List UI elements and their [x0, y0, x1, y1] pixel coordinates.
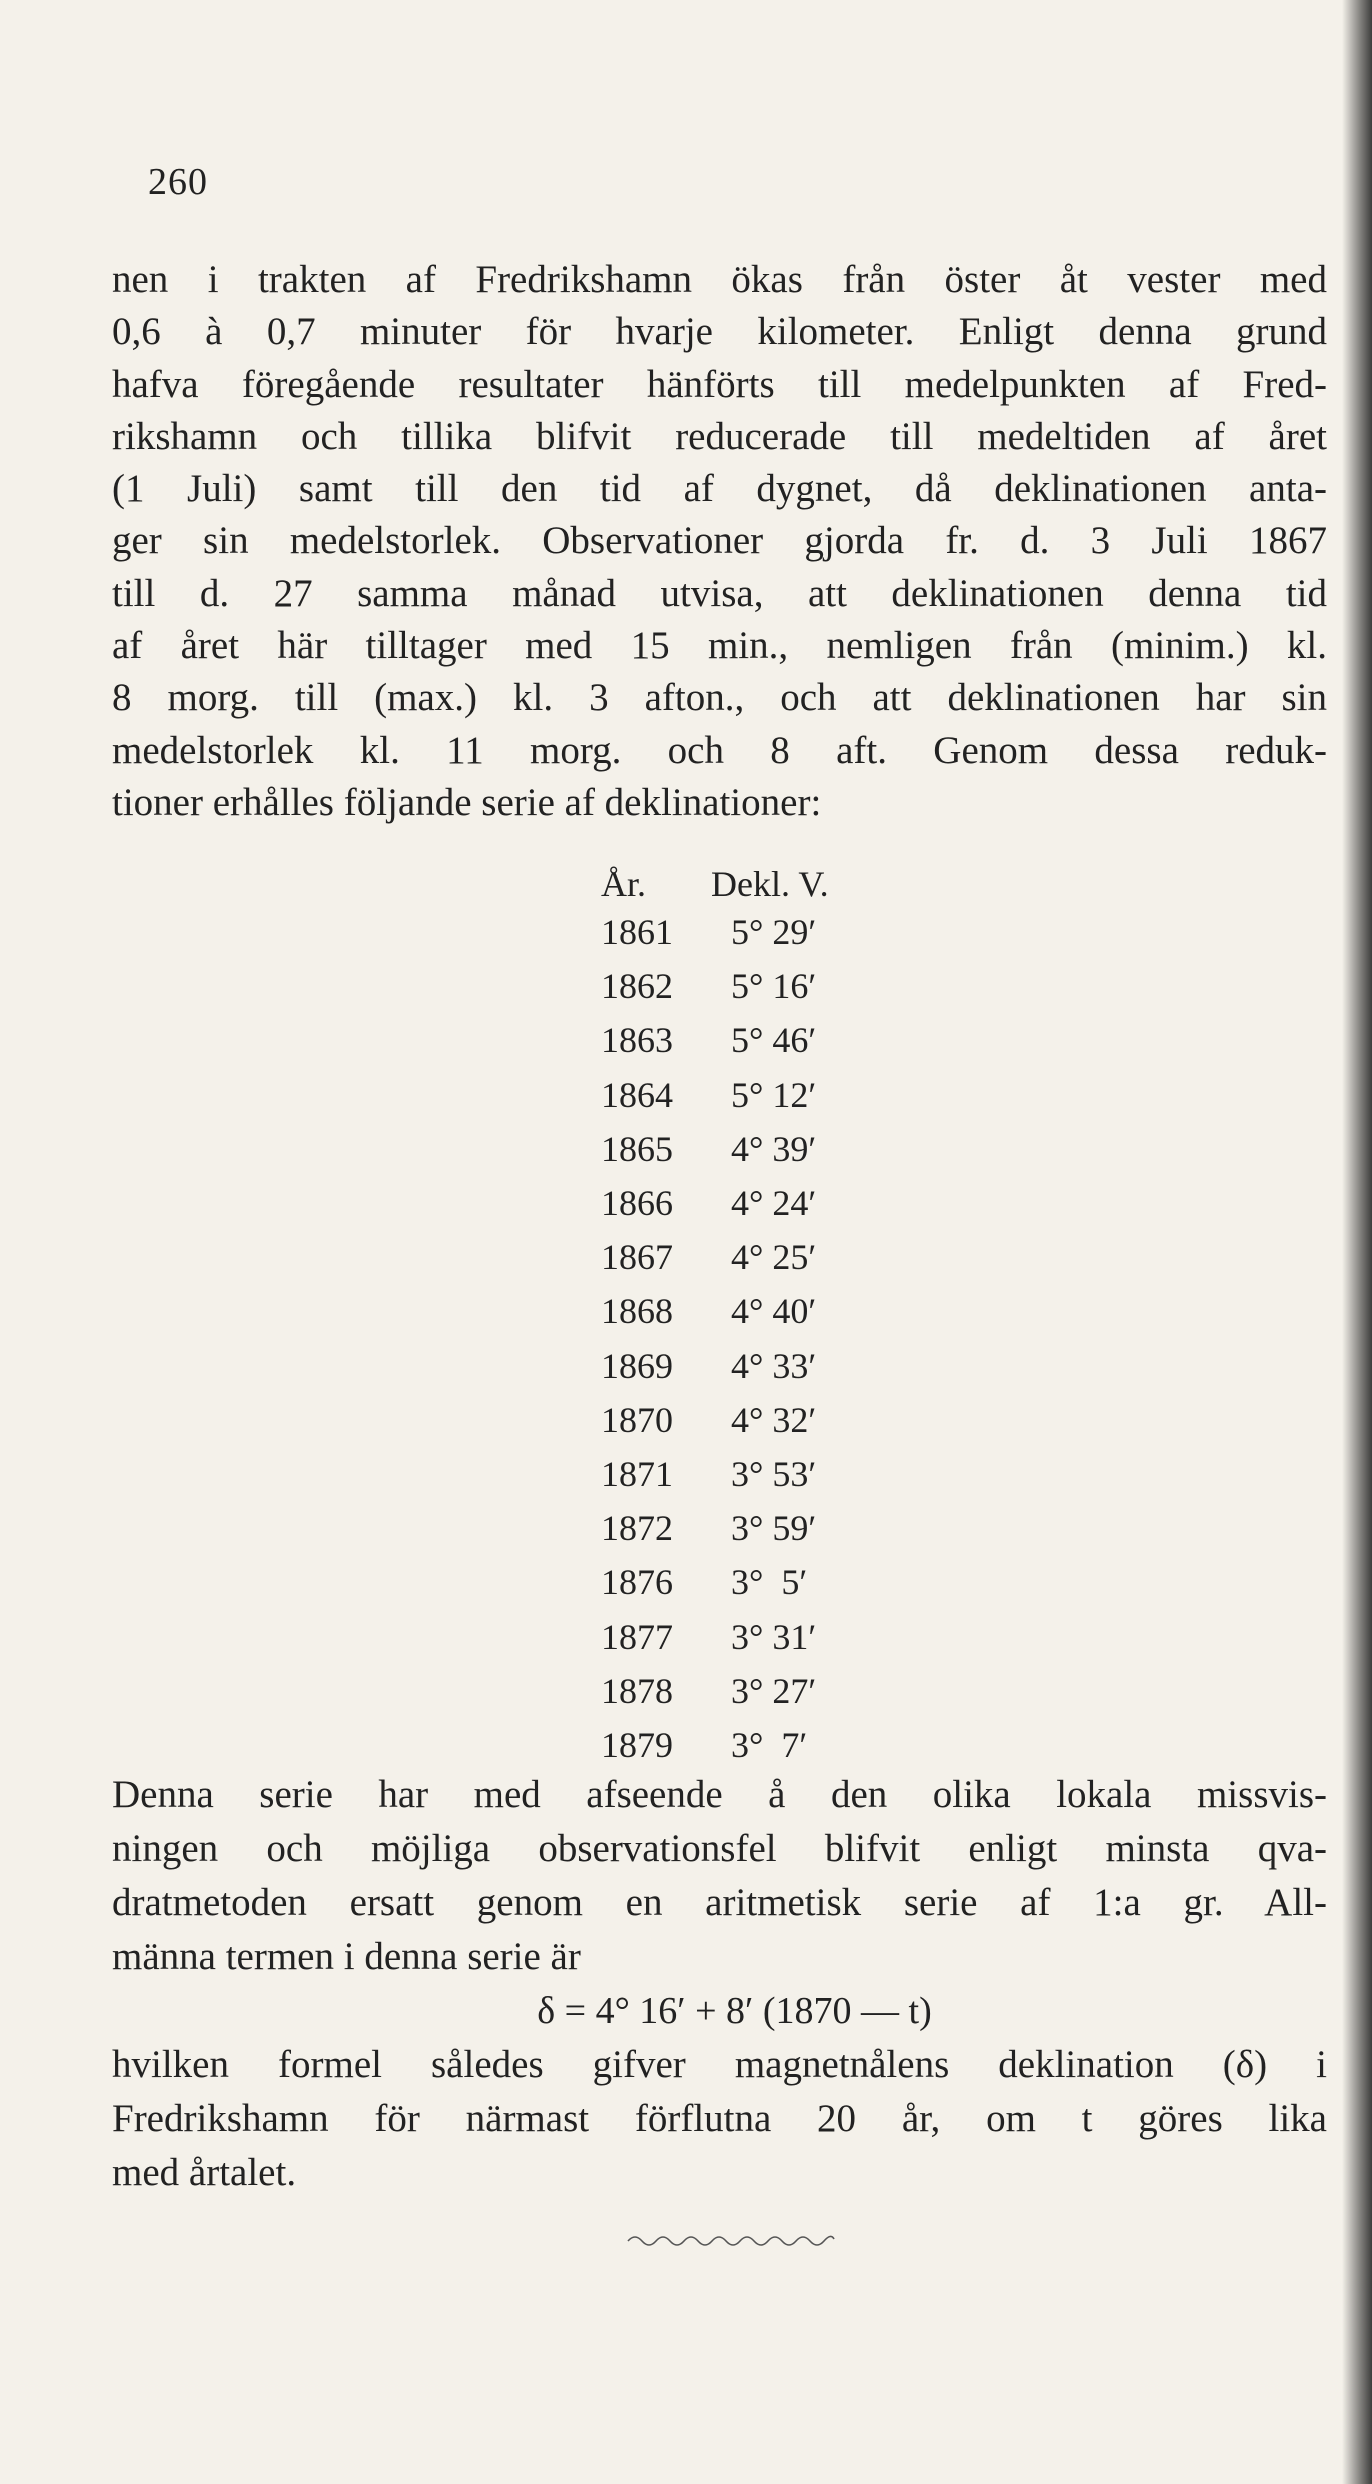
table-row	[601, 1339, 921, 1393]
table-row	[601, 1068, 921, 1122]
table-row	[601, 1447, 921, 1501]
declination-cell: 5° 46′	[731, 1020, 817, 1061]
text-line: medelstorlek kl. 11 morg. och 8 aft. Genom dessa reduk-	[112, 728, 1327, 772]
declination-header: Dekl. V.	[711, 864, 829, 904]
text-line: Fredrikshamn för närmast förflutna 20 år, om t göres lika	[112, 2097, 1327, 2140]
declination-cell: 3° 53′	[731, 1453, 817, 1494]
table-row	[601, 1501, 921, 1555]
declination-table	[601, 853, 921, 1772]
text-line: hvilken formel således gifver magnetnålens deklination (δ) i	[112, 2043, 1327, 2086]
text-line: hafva föregående resultater hänförts till medelpunkten af Fred-	[112, 362, 1327, 406]
text-line: ningen och möjliga observationsfel blifvit enligt minsta qva-	[112, 1827, 1327, 1870]
text-line: nen i trakten af Fredrikshamn ökas från öster åt vester med	[112, 258, 1327, 301]
year-cell: 1871	[601, 1453, 673, 1494]
table-row	[601, 1230, 921, 1284]
declination-cell: 4° 39′	[731, 1128, 817, 1169]
text-line: till d. 27 samma månad utvisa, att deklinationen denna tid	[112, 571, 1327, 615]
declination-cell: 3° 7′	[731, 1724, 808, 1765]
text-line: rikshamn och tillika blifvit reducerade till medeltiden af året	[112, 414, 1327, 458]
table-row	[601, 1555, 921, 1609]
declination-cell: 5° 29′	[731, 912, 817, 953]
year-cell: 1864	[601, 1074, 673, 1115]
wavy-rule-ornament	[626, 2229, 836, 2249]
table-row	[601, 1609, 921, 1663]
table-row	[601, 1664, 921, 1718]
paragraph-conclusion	[112, 1768, 1327, 2200]
text-line: 0,6 à 0,7 minuter för hvarje kilometer. Enligt denna grund	[112, 310, 1327, 354]
text-line: 8 morg. till (max.) kl. 3 afton., och att deklinationen har sin	[112, 676, 1327, 720]
year-cell: 1870	[601, 1399, 673, 1440]
table-rows	[601, 905, 921, 1772]
table-row	[601, 1393, 921, 1447]
declination-cell: 4° 25′	[731, 1237, 817, 1278]
table-header	[601, 853, 921, 905]
page-number: 260	[148, 161, 208, 203]
formula: δ = 4° 16′ + 8′ (1870 — t)	[537, 1990, 932, 2032]
year-cell: 1878	[601, 1670, 673, 1711]
year-cell: 1867	[601, 1237, 673, 1278]
year-cell: 1861	[601, 912, 673, 953]
year-cell: 1862	[601, 966, 673, 1007]
table-row	[601, 1284, 921, 1338]
table-row	[601, 1176, 921, 1230]
declination-cell: 5° 16′	[731, 966, 817, 1007]
table-row	[601, 1718, 921, 1772]
year-cell: 1863	[601, 1020, 673, 1061]
text-line: med årtalet.	[112, 2151, 297, 2194]
text-line: ger sin medelstorlek. Observationer gjorda fr. d. 3 Juli 1867	[112, 519, 1327, 563]
text-line: tioner erhålles följande serie af deklinationer:	[112, 780, 822, 824]
page-edge-shadow	[1342, 0, 1372, 2484]
text-line: (1 Juli) samt till den tid af dygnet, då deklinationen anta-	[112, 467, 1327, 511]
year-header: År.	[601, 864, 646, 904]
declination-cell: 3° 31′	[731, 1616, 817, 1657]
year-cell: 1865	[601, 1128, 673, 1169]
table-row	[601, 959, 921, 1013]
declination-cell: 4° 40′	[731, 1291, 817, 1332]
year-cell: 1879	[601, 1724, 673, 1765]
text-line: Denna serie har med afseende å den olika lokala missvis-	[112, 1773, 1327, 1816]
year-cell: 1866	[601, 1183, 673, 1224]
declination-cell: 3° 27′	[731, 1670, 817, 1711]
declination-cell: 3° 59′	[731, 1508, 817, 1549]
text-line: männa termen i denna serie är	[112, 1935, 581, 1978]
paragraph-intro	[112, 254, 1327, 829]
table-row	[601, 905, 921, 959]
year-cell: 1869	[601, 1345, 673, 1386]
year-cell: 1876	[601, 1562, 673, 1603]
declination-cell: 4° 32′	[731, 1399, 817, 1440]
year-cell: 1872	[601, 1508, 673, 1549]
table-row	[601, 1013, 921, 1067]
declination-cell: 4° 33′	[731, 1345, 817, 1386]
text-line: af året här tilltager med 15 min., nemligen från (minim.) kl.	[112, 624, 1327, 668]
declination-cell: 4° 24′	[731, 1183, 817, 1224]
table-row	[601, 1122, 921, 1176]
year-cell: 1868	[601, 1291, 673, 1332]
year-cell: 1877	[601, 1616, 673, 1657]
declination-cell: 3° 5′	[731, 1562, 808, 1603]
declination-cell: 5° 12′	[731, 1074, 817, 1115]
text-line: dratmetoden ersatt genom en aritmetisk serie af 1:a gr. All-	[112, 1881, 1327, 1924]
